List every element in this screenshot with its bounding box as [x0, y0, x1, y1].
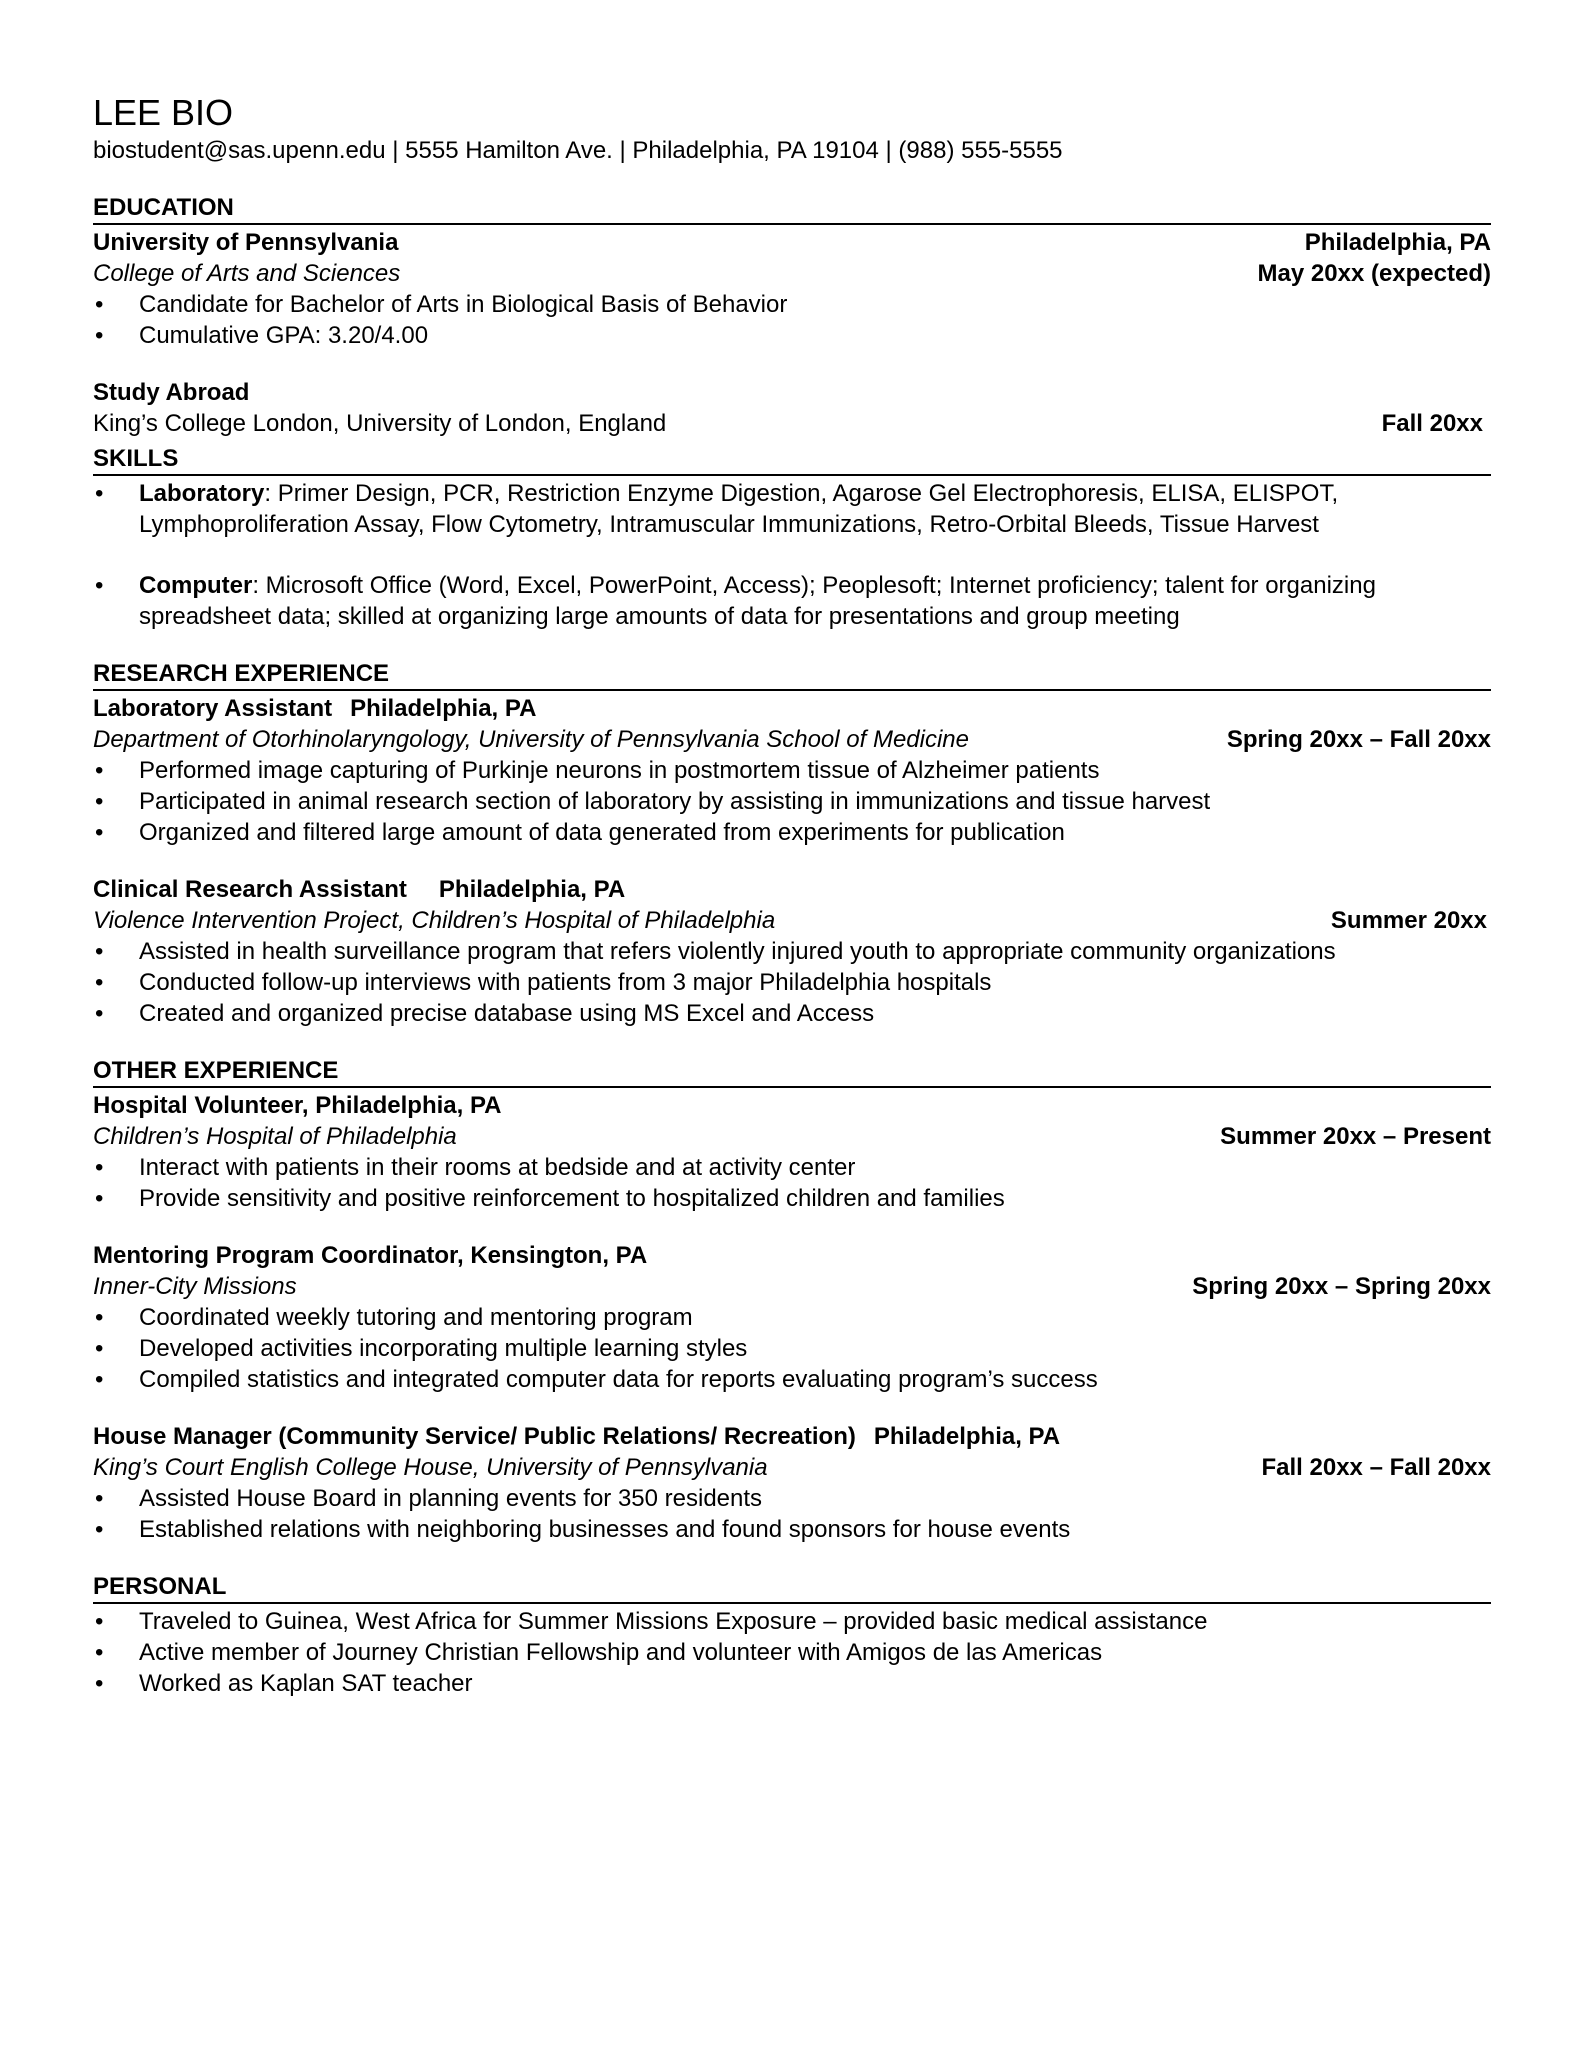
job-date: Fall 20xx – Fall 20xx	[1261, 1454, 1491, 1481]
other-entry-mentoring	[93, 1240, 1491, 1395]
list-item: • Participated in animal research section of laboratory by assisting in immunizations and tissue harvest	[95, 788, 1211, 815]
job-date: Summer 20xx – Present	[1220, 1123, 1491, 1150]
skill-text: : Microsoft Office (Word, Excel, PowerPoint, Access); Peoplesoft; Internet proficiency; talent for organizing spreadsheet data; skilled at organizing large amounts of data for presentations and group meeting	[139, 572, 1376, 630]
skill-item-laboratory	[93, 478, 1491, 540]
skill-label: Laboratory	[139, 480, 265, 507]
job-bullets	[93, 1302, 1491, 1395]
bullet-icon: •	[95, 819, 104, 846]
bullet-icon: •	[95, 788, 104, 815]
bullet-icon: •	[95, 1185, 104, 1212]
job-bullets	[93, 1152, 1491, 1214]
bullet-icon: •	[95, 1154, 104, 1181]
job-date: Spring 20xx – Spring 20xx	[1192, 1273, 1491, 1300]
bullet-icon: •	[95, 1639, 104, 1666]
research-section	[93, 660, 1491, 1029]
job-location: Philadelphia, PA	[438, 876, 626, 903]
bullet-icon: •	[95, 572, 104, 599]
job-date: Spring 20xx – Fall 20xx	[1226, 726, 1491, 753]
bullet-icon: •	[95, 938, 104, 965]
job-role: Clinical Research Assistant	[93, 876, 407, 903]
study-abroad-date: Fall 20xx	[1381, 410, 1483, 437]
contact-line: biostudent@sas.upenn.edu | 5555 Hamilton Ave. | Philadelphia, PA 19104 | (988) 555-5555	[93, 137, 1063, 164]
job-bullets	[93, 936, 1491, 1029]
university-name: University of Pennsylvania	[93, 229, 399, 256]
bullet-icon: •	[95, 322, 104, 349]
job-organization: Children’s Hospital of Philadelphia	[93, 1123, 457, 1150]
list-item: • Organized and filtered large amount of data generated from experiments for publication	[95, 819, 1065, 846]
research-entry-lab-assistant	[93, 693, 1491, 848]
job-bullets	[93, 1483, 1491, 1545]
job-heading: Hospital Volunteer, Philadelphia, PA	[93, 1092, 502, 1119]
list-item: • Coordinated weekly tutoring and mentoring program	[95, 1304, 693, 1331]
job-organization: Violence Intervention Project, Children’s Hospital of Philadelphia	[93, 907, 776, 934]
bullet-icon: •	[95, 1335, 104, 1362]
job-location: Philadelphia, PA	[873, 1423, 1061, 1450]
list-item: • Conducted follow-up interviews with patients from 3 major Philadelphia hospitals	[95, 969, 992, 996]
college-name: College of Arts and Sciences	[93, 260, 401, 287]
education-entry-university	[93, 227, 1491, 351]
list-item: • Candidate for Bachelor of Arts in Biological Basis of Behavior	[95, 291, 788, 318]
job-bullets	[93, 755, 1491, 848]
section-title-other: OTHER EXPERIENCE	[93, 1057, 1491, 1088]
education-entry-study-abroad	[93, 377, 1491, 439]
bullet-icon: •	[95, 1516, 104, 1543]
bullet-icon: •	[95, 1000, 104, 1027]
education-section	[93, 194, 1491, 439]
job-heading: Mentoring Program Coordinator, Kensington, PA	[93, 1242, 648, 1269]
skill-item-computer	[93, 570, 1491, 632]
skills-list	[93, 478, 1491, 632]
skill-text: : Primer Design, PCR, Restriction Enzyme Digestion, Agarose Gel Electrophoresis, ELISA, ELISPOT, Lymphoproliferation Assay, Flow Cytometry, Intramuscular Immunizations, Retro-Orbital Bleeds, Tissue Harvest	[139, 480, 1339, 538]
section-title-education: EDUCATION	[93, 194, 1491, 225]
job-location: Philadelphia, PA	[350, 695, 537, 722]
bullet-icon: •	[95, 291, 104, 318]
bullet-icon: •	[95, 969, 104, 996]
candidate-name: LEE BIO	[93, 92, 234, 133]
job-date: Summer 20xx	[1330, 907, 1487, 934]
list-item: • Established relations with neighboring businesses and found sponsors for house events	[95, 1516, 1071, 1543]
research-entry-clinical-assistant	[93, 874, 1491, 1029]
skills-section	[93, 445, 1491, 632]
study-abroad-heading: Study Abroad	[93, 379, 250, 406]
graduation-date: May 20xx (expected)	[1257, 260, 1491, 287]
list-item: • Active member of Journey Christian Fellowship and volunteer with Amigos de las Americas	[95, 1639, 1103, 1666]
list-item: • Created and organized precise database using MS Excel and Access	[95, 1000, 875, 1027]
section-title-personal: PERSONAL	[93, 1573, 1491, 1604]
job-role: Laboratory Assistant	[93, 695, 333, 722]
list-item: • Performed image capturing of Purkinje neurons in postmortem tissue of Alzheimer patients	[95, 757, 1100, 784]
personal-section	[93, 1573, 1491, 1699]
study-abroad-school: King’s College London, University of London, England	[93, 410, 667, 437]
list-item: • Worked as Kaplan SAT teacher	[95, 1670, 473, 1697]
university-location: Philadelphia, PA	[1304, 229, 1491, 256]
section-title-research: RESEARCH EXPERIENCE	[93, 660, 1491, 691]
bullet-icon: •	[95, 1670, 104, 1697]
bullet-icon: •	[95, 757, 104, 784]
other-experience-section	[93, 1057, 1491, 1545]
list-item: • Cumulative GPA: 3.20/4.00	[95, 322, 429, 349]
job-organization: King’s Court English College House, University of Pennsylvania	[93, 1454, 768, 1481]
bullet-icon: •	[95, 480, 104, 507]
list-item: • Traveled to Guinea, West Africa for Summer Missions Exposure – provided basic medical assistance	[95, 1608, 1208, 1635]
other-entry-hospital-volunteer	[93, 1090, 1491, 1214]
education-bullets	[93, 289, 1491, 351]
job-organization: Department of Otorhinolaryngology, University of Pennsylvania School of Medicine	[93, 726, 969, 753]
personal-bullets	[93, 1606, 1491, 1699]
list-item: • Interact with patients in their rooms at bedside and at activity center	[95, 1154, 856, 1181]
bullet-icon: •	[95, 1304, 104, 1331]
section-title-skills: SKILLS	[93, 445, 1491, 476]
list-item: • Provide sensitivity and positive reinforcement to hospitalized children and families	[95, 1185, 1005, 1212]
other-entry-house-manager	[93, 1421, 1491, 1545]
skill-label: Computer	[139, 572, 253, 599]
bullet-icon: •	[95, 1366, 104, 1393]
job-heading: House Manager (Community Service/ Public Relations/ Recreation)	[93, 1423, 856, 1450]
bullet-icon: •	[95, 1485, 104, 1512]
bullet-icon: •	[95, 1608, 104, 1635]
list-item: • Assisted House Board in planning events for 350 residents	[95, 1485, 763, 1512]
list-item: • Compiled statistics and integrated computer data for reports evaluating program’s success	[95, 1366, 1098, 1393]
job-organization: Inner-City Missions	[93, 1273, 297, 1300]
list-item: • Developed activities incorporating multiple learning styles	[95, 1335, 748, 1362]
list-item: • Assisted in health surveillance program that refers violently injured youth to appropriate community organizations	[95, 938, 1336, 965]
